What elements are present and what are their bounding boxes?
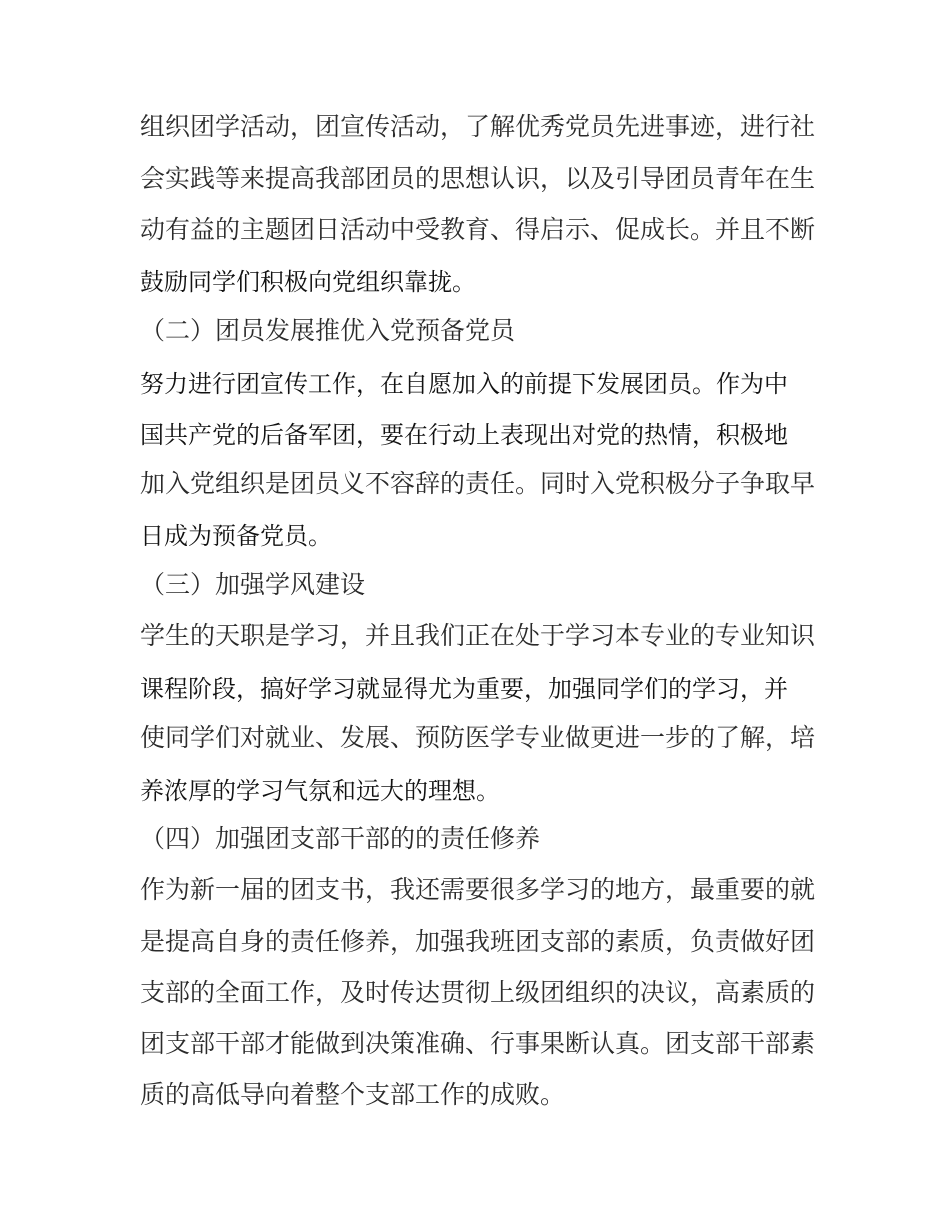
paragraph-line: 课程阶段，搞好学习就显得尤为重要，加强同学们的学习，并 (140, 675, 788, 703)
paragraph-line: 支部的全面工作，及时传达贯彻上级团组织的决议，高素质的 (140, 978, 816, 1007)
paragraph-line: 团支部干部才能做到决策准确、行事果断认真。团支部干部素 (140, 1029, 816, 1058)
section-heading: （四）加强团支部干部的的责任修养 (140, 824, 541, 853)
paragraph-line: 作为新一届的团支书，我还需要很多学习的地方，最重要的就 (140, 875, 816, 904)
paragraph-line: 养浓厚的学习气氛和远大的理想。 (140, 777, 500, 805)
paragraph-line: 日成为预备党员。 (140, 522, 332, 550)
paragraph-line: 努力进行团宣传工作，在自愿加入的前提下发展团员。作为中 (140, 370, 788, 398)
paragraph-line: 加入党组织是团员义不容辞的责任。同时入党积极分子争取早 (140, 469, 816, 498)
paragraph-line: 是提高自身的责任修养，加强我班团支部的素质，负责做好团 (140, 927, 816, 956)
paragraph-line: 组织团学活动，团宣传活动，了解优秀党员先进事迹，进行社 (140, 112, 816, 141)
paragraph-line: 质的高低导向着整个支部工作的成败。 (140, 1080, 566, 1109)
paragraph-line: 会实践等来提高我部团员的思想认识，以及引导团员青年在生 (140, 164, 816, 193)
section-heading: （三）加强学风建设 (140, 570, 366, 599)
paragraph-line: 国共产党的后备军团，要在行动上表现出对党的热情，积极地 (140, 421, 788, 449)
paragraph-line: 使同学们对就业、发展、预防医学专业做更进一步的了解，培 (140, 723, 816, 752)
paragraph-line: 学生的天职是学习，并且我们正在处于学习本专业的专业知识 (140, 621, 816, 650)
section-heading: （二）团员发展推优入党预备党员 (140, 316, 516, 345)
paragraph-line: 鼓励同学们积极向党组织靠拢。 (140, 268, 476, 296)
paragraph-line: 动有益的主题团日活动中受教育、得启示、促成长。并且不断 (140, 215, 816, 244)
